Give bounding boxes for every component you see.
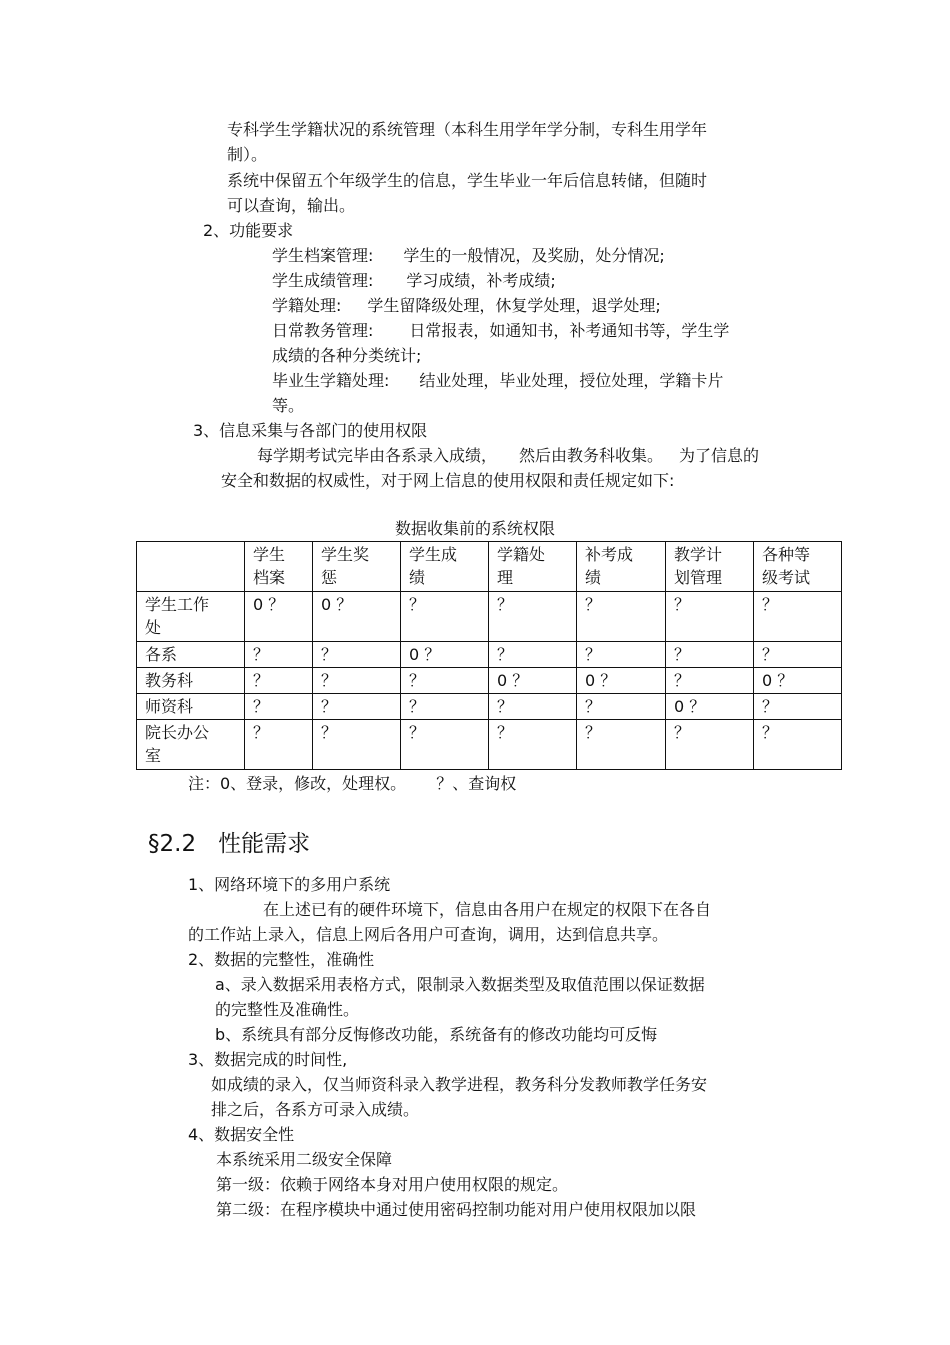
func-item-text: 学生留降级处理，休复学处理，退学处理;	[367, 296, 661, 315]
perf-heading: 2、数据的完整性，准确性	[188, 950, 375, 969]
func-item-cont: 成绩的各种分类统计;	[272, 346, 422, 365]
permission-cell: ？	[754, 642, 842, 668]
column-header-line: 划管理	[674, 568, 723, 587]
func-item-text: 结业处理，毕业处理，授位处理，学籍卡片	[419, 371, 724, 390]
permission-cell: ？	[577, 642, 666, 668]
column-header	[666, 542, 754, 592]
func-item	[272, 295, 661, 317]
perf-line: 的工作站上录入，信息上网后各用户可查询，调用，达到信息共享。	[188, 925, 669, 944]
permission-cell: 0 ？	[245, 592, 313, 642]
permission-cell: ？	[577, 694, 666, 720]
permission-cell: ？	[401, 592, 489, 642]
permission-cell: ？	[666, 668, 754, 694]
permission-cell: ？	[577, 720, 666, 770]
permission-cell: ？	[401, 694, 489, 720]
perm-text-b: 然后由教务科收集。	[519, 446, 664, 465]
column-header-line: 绩	[409, 568, 426, 587]
permission-cell: ？	[489, 720, 577, 770]
perf-line: 的完整性及准确性。	[215, 1000, 360, 1019]
row-header-line: 室	[145, 746, 162, 765]
permission-cell: ？	[489, 642, 577, 668]
column-header-line: 学生成	[409, 545, 458, 564]
permission-cell: ？	[666, 720, 754, 770]
perf-heading: 3、数据完成的时间性,	[188, 1050, 348, 1069]
perf-line: a、录入数据采用表格方式，限制录入数据类型及取值范围以保证数据	[215, 975, 705, 994]
intro-line: 可以查询，输出。	[227, 196, 356, 215]
row-header-line: 教务科	[145, 671, 194, 690]
column-header-line: 学籍处	[497, 545, 546, 564]
func-item-cont: 等。	[272, 396, 305, 415]
section-title: 性能需求	[218, 831, 311, 857]
note-secondary: ？、查询权	[436, 774, 517, 793]
column-header-line: 教学计	[674, 545, 723, 564]
column-header	[489, 542, 577, 592]
column-header-line: 学生	[253, 545, 286, 564]
func-item-label: 学生成绩管理:	[272, 271, 374, 290]
row-header	[137, 592, 245, 642]
perf-heading: 4、数据安全性	[188, 1125, 295, 1144]
func-heading: 2、功能要求	[203, 221, 294, 240]
row-header-line: 学生工作	[145, 595, 210, 614]
table-header-row	[137, 542, 842, 592]
row-header-line: 师资科	[145, 697, 194, 716]
row-header	[137, 720, 245, 770]
permission-cell: ？	[313, 668, 401, 694]
column-header	[577, 542, 666, 592]
column-header	[245, 542, 313, 592]
perf-line: 第二级：在程序模块中通过使用密码控制功能对用户使用权限加以限	[216, 1200, 697, 1219]
func-item-label: 学生档案管理:	[272, 246, 374, 265]
perm-text-c: 为了信息的	[679, 446, 760, 465]
table-row	[137, 694, 842, 720]
func-item-text: 学习成绩，补考成绩;	[406, 271, 556, 290]
permission-cell: ？	[401, 668, 489, 694]
func-item-text: 日常报表，如通知书，补考通知书等，学生学	[409, 321, 730, 340]
permission-cell: ？	[401, 720, 489, 770]
permission-cell: 0 ？	[313, 592, 401, 642]
section-heading	[148, 828, 310, 860]
permission-cell: 0 ？	[401, 642, 489, 668]
table-note	[188, 773, 516, 795]
func-item-label: 毕业生学籍处理:	[272, 371, 390, 390]
row-header	[137, 668, 245, 694]
permission-cell: 0 ？	[577, 668, 666, 694]
column-header-line: 绩	[585, 568, 602, 587]
perm-text-a: 每学期考试完毕由各系录入成绩，	[257, 446, 498, 465]
perf-line: 如成绩的录入，仅当师资科录入教学进程，教务科分发教师教学任务安	[211, 1075, 708, 1094]
intro-line: 系统中保留五个年级学生的信息，学生毕业一年后信息转储，但随时	[227, 171, 708, 190]
permission-cell: ？	[313, 720, 401, 770]
perf-line: 在上述已有的硬件环境下，信息由各用户在规定的权限下在各自	[263, 900, 712, 919]
table-row	[137, 642, 842, 668]
table-row	[137, 592, 842, 642]
perf-line: b、系统具有部分反悔修改功能，系统备有的修改功能均可反悔	[215, 1025, 658, 1044]
column-header-line: 理	[497, 568, 514, 587]
permission-cell: ？	[666, 592, 754, 642]
row-header	[137, 642, 245, 668]
permission-cell: ？	[245, 720, 313, 770]
permission-table	[136, 541, 842, 770]
func-item-text: 学生的一般情况，及奖励，处分情况;	[403, 246, 665, 265]
func-item	[272, 320, 729, 342]
column-header	[401, 542, 489, 592]
table-row	[137, 668, 842, 694]
column-header-line: 级考试	[762, 568, 811, 587]
column-header	[313, 542, 401, 592]
func-item-label: 学籍处理:	[272, 296, 342, 315]
permission-cell: 0 ？	[754, 668, 842, 694]
table-row	[137, 720, 842, 770]
perf-line: 第一级：依赖于网络本身对用户使用权限的规定。	[216, 1175, 569, 1194]
intro-line: 制）。	[227, 145, 268, 164]
perf-heading: 1、网络环境下的多用户系统	[188, 875, 391, 894]
column-header-line: 各种等	[762, 545, 811, 564]
column-header-line: 档案	[253, 568, 286, 587]
func-item	[272, 270, 556, 292]
permission-cell: 0 ？	[489, 668, 577, 694]
row-header-line: 处	[145, 618, 162, 637]
perm-paragraph-line	[257, 445, 759, 467]
column-header-line: 补考成	[585, 545, 634, 564]
permission-cell: ？	[313, 694, 401, 720]
row-header	[137, 694, 245, 720]
table-corner-cell	[137, 542, 245, 592]
permission-cell: ？	[245, 668, 313, 694]
column-header	[754, 542, 842, 592]
perf-line: 排之后，各系方可录入成绩。	[211, 1100, 420, 1119]
func-item	[272, 245, 665, 267]
permission-cell: ？	[754, 592, 842, 642]
func-item	[272, 370, 723, 392]
permission-cell: ？	[754, 720, 842, 770]
perf-line: 本系统采用二级安全保障	[216, 1150, 393, 1169]
permission-cell: ？	[577, 592, 666, 642]
permission-cell: ？	[489, 694, 577, 720]
note-primary: 注：0、登录，修改，处理权。	[188, 774, 407, 793]
intro-line: 专科学生学籍状况的系统管理（本科生用学年学分制，专科生用学年	[227, 120, 708, 139]
section-number: §2.2	[148, 831, 197, 857]
permission-cell: ？	[245, 642, 313, 668]
permission-cell: ？	[666, 642, 754, 668]
permission-cell: 0 ？	[666, 694, 754, 720]
perm-heading: 3、信息采集与各部门的使用权限	[193, 421, 428, 440]
func-item-label: 日常教务管理:	[272, 321, 374, 340]
table-caption: 数据收集前的系统权限	[394, 519, 555, 538]
perm-paragraph-line: 安全和数据的权威性，对于网上信息的使用权限和责任规定如下:	[221, 471, 675, 490]
column-header-line: 学生奖	[321, 545, 370, 564]
permission-cell: ？	[313, 642, 401, 668]
column-header-line: 惩	[321, 568, 338, 587]
row-header-line: 院长办公	[145, 723, 210, 742]
permission-cell: ？	[754, 694, 842, 720]
permission-cell: ？	[245, 694, 313, 720]
permission-cell: ？	[489, 592, 577, 642]
row-header-line: 各系	[145, 645, 178, 664]
